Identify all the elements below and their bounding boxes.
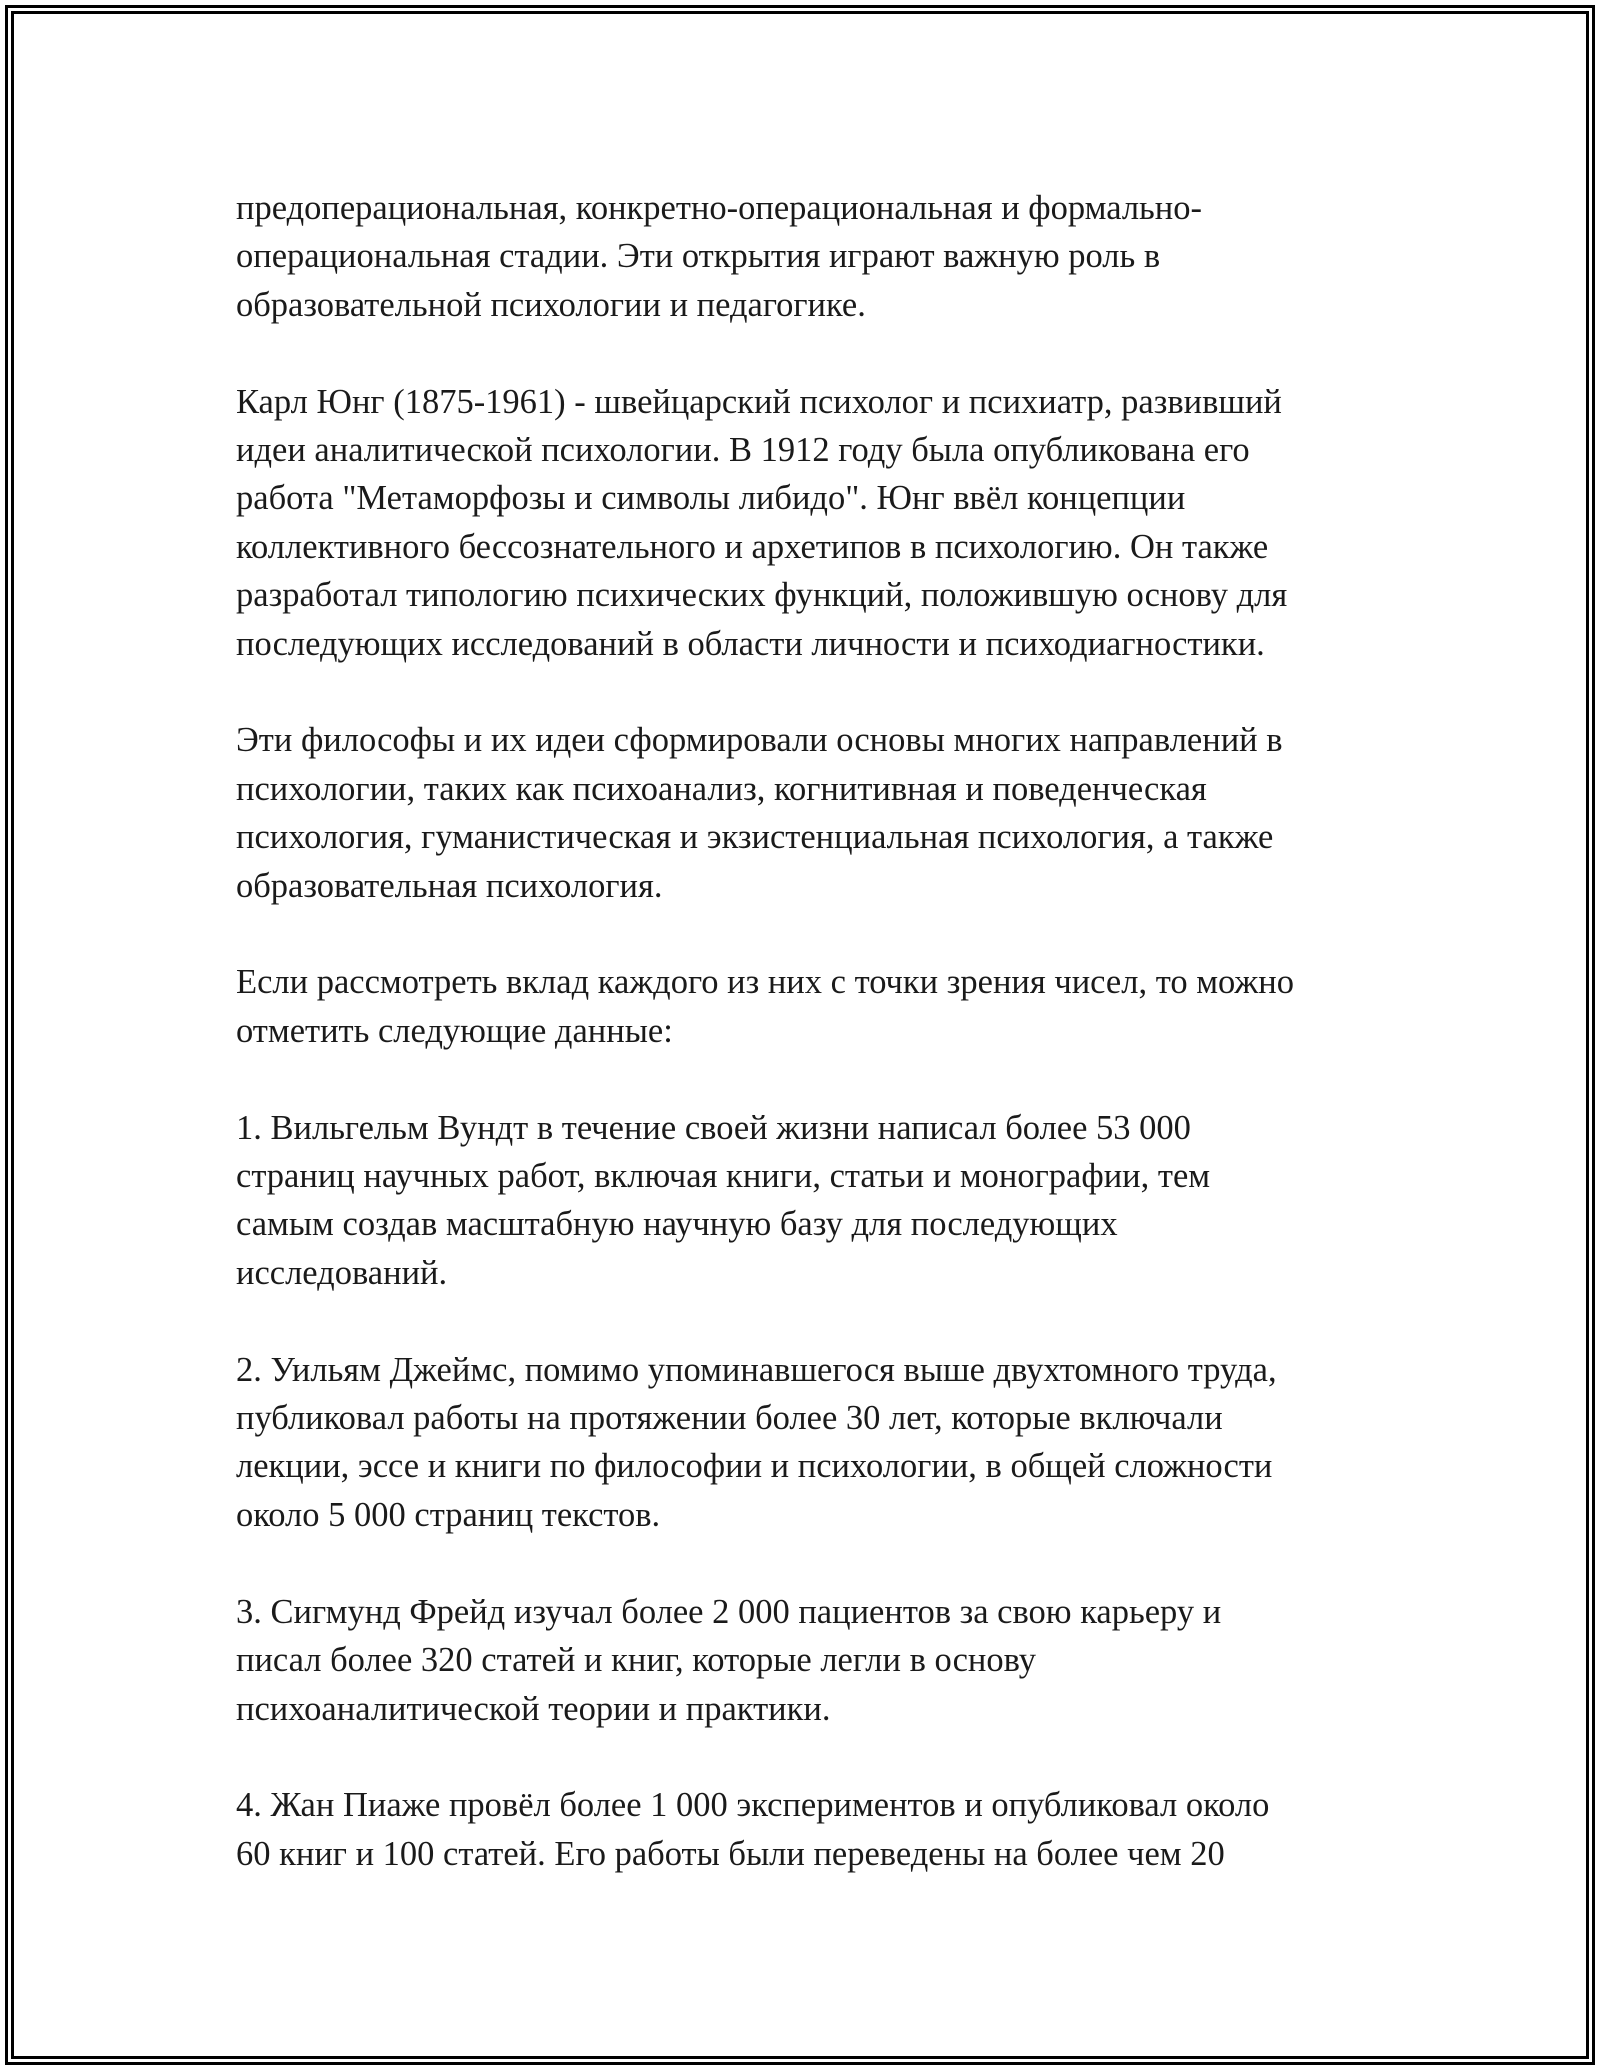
text-line: операциональная стадии. Эти открытия играют важную роль в — [236, 237, 1161, 276]
list-item-james — [236, 1346, 1416, 1540]
text-line: отметить следующие данные: — [236, 1011, 673, 1050]
paragraph-piaget-stages — [236, 184, 1416, 329]
text-line: лекции, эссе и книги по философии и психологии, в общей сложности — [236, 1447, 1273, 1486]
text-line: психоаналитической теории и практики. — [236, 1689, 831, 1728]
text-line: образовательная психология. — [236, 866, 663, 905]
text-line: Эти философы и их идеи сформировали основы многих направлений в — [236, 721, 1283, 760]
text-line: психология, гуманистическая и экзистенциальная психология, а также — [236, 818, 1274, 857]
text-line: идеи аналитической психологии. В 1912 году была опубликована его — [236, 431, 1250, 470]
text-line: 4. Жан Пиаже провёл более 1 000 экспериментов и опубликовал около — [236, 1786, 1270, 1825]
text-line: страниц научных работ, включая книги, статьи и монографии, тем — [236, 1157, 1211, 1196]
text-line: 2. Уильям Джеймс, помимо упоминавшегося выше двухтомного труда, — [236, 1350, 1277, 1389]
text-line: психологии, таких как психоанализ, когнитивная и поведенческая — [236, 769, 1207, 808]
paragraph-philosophers-summary — [236, 716, 1416, 910]
text-line: Если рассмотреть вклад каждого из них с точки зрения чисел, то можно — [236, 963, 1294, 1002]
text-line: коллективного бессознательного и архетипов в психологию. Он также — [236, 527, 1269, 566]
text-line: образовательной психологии и педагогике. — [236, 285, 866, 324]
text-line: 3. Сигмунд Фрейд изучал более 2 000 пациентов за свою карьеру и — [236, 1592, 1222, 1631]
paragraph-numbers-intro — [236, 958, 1416, 1055]
document-body — [236, 184, 1416, 1927]
list-item-wundt — [236, 1104, 1416, 1298]
text-line: 60 книг и 100 статей. Его работы были переведены на более чем 20 — [236, 1834, 1225, 1873]
paragraph-jung — [236, 378, 1416, 668]
text-line: предоперациональная, конкретно-операциональная и формально- — [236, 189, 1202, 227]
text-line: писал более 320 статей и книг, которые легли в основу — [236, 1641, 1036, 1680]
text-line: публиковал работы на протяжении более 30 лет, которые включали — [236, 1399, 1223, 1438]
text-line: Карл Юнг (1875-1961) - швейцарский психолог и психиатр, развивший — [236, 382, 1282, 421]
text-line: самым создав масштабную научную базу для последующих — [236, 1205, 1118, 1244]
list-item-piaget — [236, 1781, 1416, 1878]
text-line: работа "Метаморфозы и символы либидо". Юнг ввёл концепции — [236, 479, 1186, 518]
text-line: разработал типологию психических функций, положившую основу для — [236, 576, 1288, 615]
text-line: 1. Вильгельм Вундт в течение своей жизни написал более 53 000 — [236, 1108, 1191, 1147]
text-line: около 5 000 страниц текстов. — [236, 1495, 661, 1534]
text-line: исследований. — [236, 1253, 448, 1292]
text-line: последующих исследований в области личности и психодиагностики. — [236, 624, 1265, 663]
list-item-freud — [236, 1588, 1416, 1733]
